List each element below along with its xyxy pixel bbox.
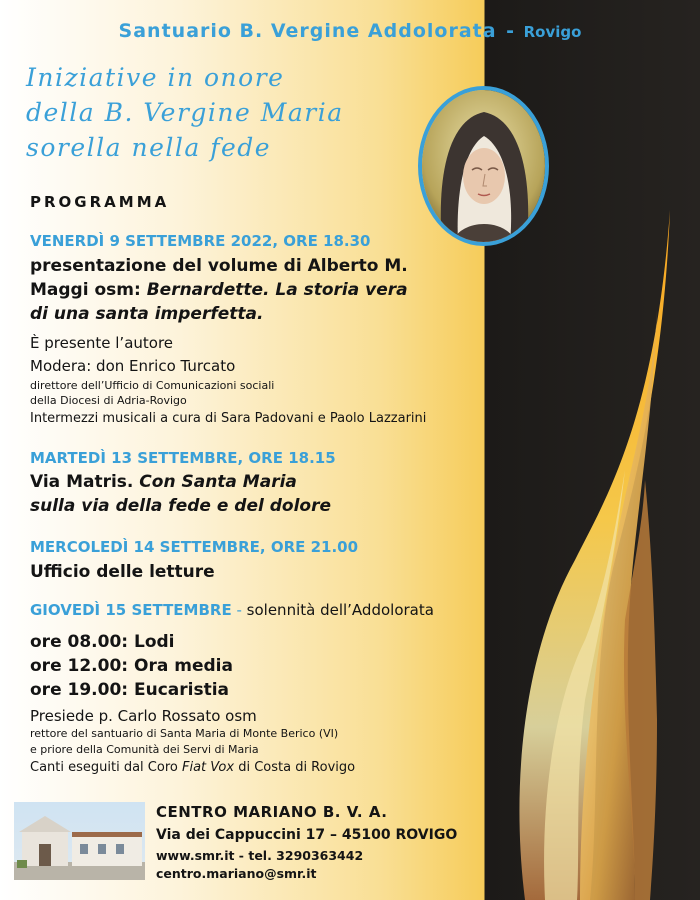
flame-sculpture — [485, 0, 700, 900]
event4-presides: Presiede p. Carlo Rossato osm — [30, 707, 257, 725]
center-address: Via dei Cappuccini 17 – 45100 ROVIGO — [156, 827, 458, 843]
event1-title-prefix: Maggi osm: — [30, 280, 147, 300]
event2-title-italic-2: sulla via della fede e del dolore — [30, 496, 332, 516]
program-label: PROGRAMMA — [30, 193, 170, 211]
center-web-phone[interactable]: www.smr.it - tel. 3290363442 — [156, 848, 364, 863]
event4-choir-name: Fiat Vox — [181, 760, 235, 775]
footer — [0, 796, 484, 900]
event4-choir — [30, 760, 355, 775]
event4-choir-suffix: di Costa di Rovigo — [234, 760, 356, 775]
event1-title-line-1: presentazione del volume di Alberto M. — [30, 256, 408, 276]
headline — [26, 60, 426, 165]
event4-role-2: e priore della Comunità dei Servi di Maria — [30, 743, 259, 756]
headline-line-3: sorella nella fede — [26, 133, 272, 162]
event1-role-2: della Diocesi di Adria-Rovigo — [30, 394, 187, 407]
headline-line-1: Iniziative in onore — [26, 63, 285, 92]
event4-time-3: ore 19.00: Eucaristia — [30, 680, 230, 700]
event1-title-line-2 — [30, 280, 408, 300]
event1-role-1: direttore dell’Ufficio di Comunicazioni sociali — [30, 379, 275, 392]
event1-music: Intermezzi musicali a cura di Sara Padovani e Paolo Lazzarini — [30, 411, 427, 426]
center-name: CENTRO MARIANO B. V. A. — [156, 803, 388, 821]
header-city: Rovigo — [523, 23, 582, 41]
event1-title-line-3 — [30, 304, 263, 324]
event4-time-1: ore 08.00: Lodi — [30, 632, 175, 652]
event1-book-title-end: di una santa imperfetta. — [30, 304, 264, 324]
event1-date: VENERDÌ 9 SETTEMBRE 2022, ORE 18.30 — [30, 232, 371, 250]
header-title: Santuario B. Vergine Addolorata — [118, 20, 497, 42]
event1-book-title: Bernardette. La storia vera — [146, 280, 408, 300]
event2-title-line-2 — [30, 496, 331, 516]
event4-date: GIOVEDÌ 15 SETTEMBRE — [30, 601, 232, 619]
event2-title-italic: Con Santa Maria — [139, 472, 297, 492]
event4-choir-prefix: Canti eseguiti dal Coro — [30, 760, 182, 775]
event2-date: MARTEDÌ 13 SETTEMBRE, ORE 18.15 — [30, 449, 336, 467]
event4-time-2: ore 12.00: Ora media — [30, 656, 233, 676]
event4-dash: - — [231, 601, 247, 619]
event4-note: solennità dell’Addolorata — [246, 601, 434, 619]
event2-title-line-1 — [30, 472, 297, 492]
event3-date: MERCOLEDÌ 14 SETTEMBRE, ORE 21.00 — [30, 538, 359, 556]
center-email[interactable]: centro.mariano@smr.it — [156, 866, 317, 881]
event1-present: È presente l’autore — [30, 334, 174, 352]
event4-role-1: rettore del santuario di Santa Maria di Monte Berico (VI) — [30, 727, 339, 740]
sanctuary-photo — [14, 802, 145, 880]
contact-block — [156, 803, 457, 881]
event3-title: Ufficio delle letture — [30, 562, 215, 582]
headline-line-2: della B. Vergine Maria — [26, 98, 344, 127]
event4-header — [30, 600, 434, 619]
header-dash: - — [506, 20, 515, 42]
event2-title-prefix: Via Matris. — [30, 472, 140, 492]
event1-moderator: Modera: don Enrico Turcato — [30, 357, 236, 375]
